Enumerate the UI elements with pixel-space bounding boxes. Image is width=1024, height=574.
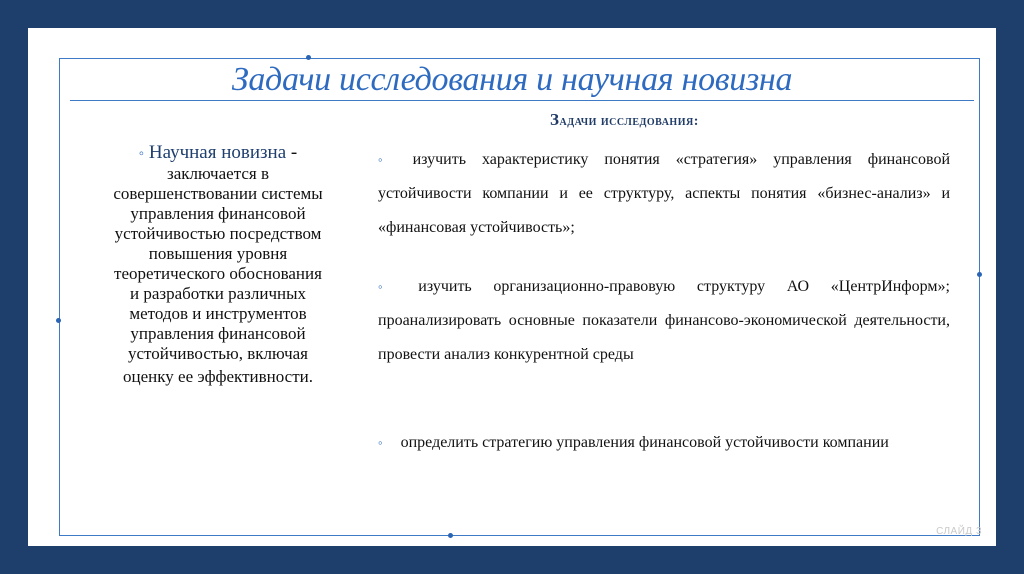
novelty-lead	[98, 143, 338, 164]
frame-dot-top	[306, 55, 311, 60]
novelty-line: повышения уровня	[148, 244, 288, 263]
novelty-dash: -	[286, 142, 298, 163]
novelty-line: управления финансовой	[130, 204, 306, 223]
novelty-line: оценку ее эффективности.	[123, 367, 313, 386]
novelty-line: заключается в	[167, 164, 269, 183]
novelty-line: управления финансовой	[130, 324, 306, 343]
bullet-icon: ◦	[378, 435, 383, 450]
task-text: изучить организационно-правовую структуру АО «ЦентрИнформ»; проанализировать основные показатели финансово-экономической деятельности, провести анализ конкурентной среды	[378, 278, 951, 363]
frame-dot-bottom	[448, 533, 453, 538]
novelty-label: Научная новизна	[148, 142, 287, 163]
task-item-3	[378, 426, 950, 460]
bullet-icon: ◦	[138, 146, 145, 162]
novelty-block	[98, 143, 338, 387]
tasks-heading-initial: З	[550, 110, 560, 129]
task-text: определить стратегию управления финансовой устойчивости компании	[400, 434, 889, 451]
novelty-line: теоретического обоснования	[114, 264, 322, 283]
novelty-line: методов и инструментов	[129, 304, 307, 323]
novelty-line: устойчивостью посредством	[114, 224, 322, 243]
tasks-heading-rest: адачи исследования:	[559, 114, 699, 129]
tasks-heading	[550, 110, 699, 130]
slide-title: Задачи исследования и научная новизна	[231, 61, 793, 98]
frame-dot-right	[977, 272, 982, 277]
frame-dot-left	[56, 318, 61, 323]
novelty-line: и разработки различных	[129, 284, 307, 303]
slide	[28, 28, 996, 546]
task-text: изучить характеристику понятия «стратегия» управления финансовой устойчивости компании и ее структуру, аспекты понятия «бизнес-анализ» и «финансовая устойчивость»;	[378, 151, 951, 236]
title-rule	[70, 100, 974, 101]
task-item-1	[378, 143, 950, 245]
task-item-2	[378, 270, 950, 372]
bullet-icon: ◦	[378, 279, 401, 294]
novelty-line: устойчивостью, включая	[128, 344, 308, 363]
slide-number: СЛАЙД 3	[936, 526, 982, 537]
novelty-line: совершенствовании системы	[113, 184, 323, 203]
bullet-icon: ◦	[378, 152, 395, 167]
